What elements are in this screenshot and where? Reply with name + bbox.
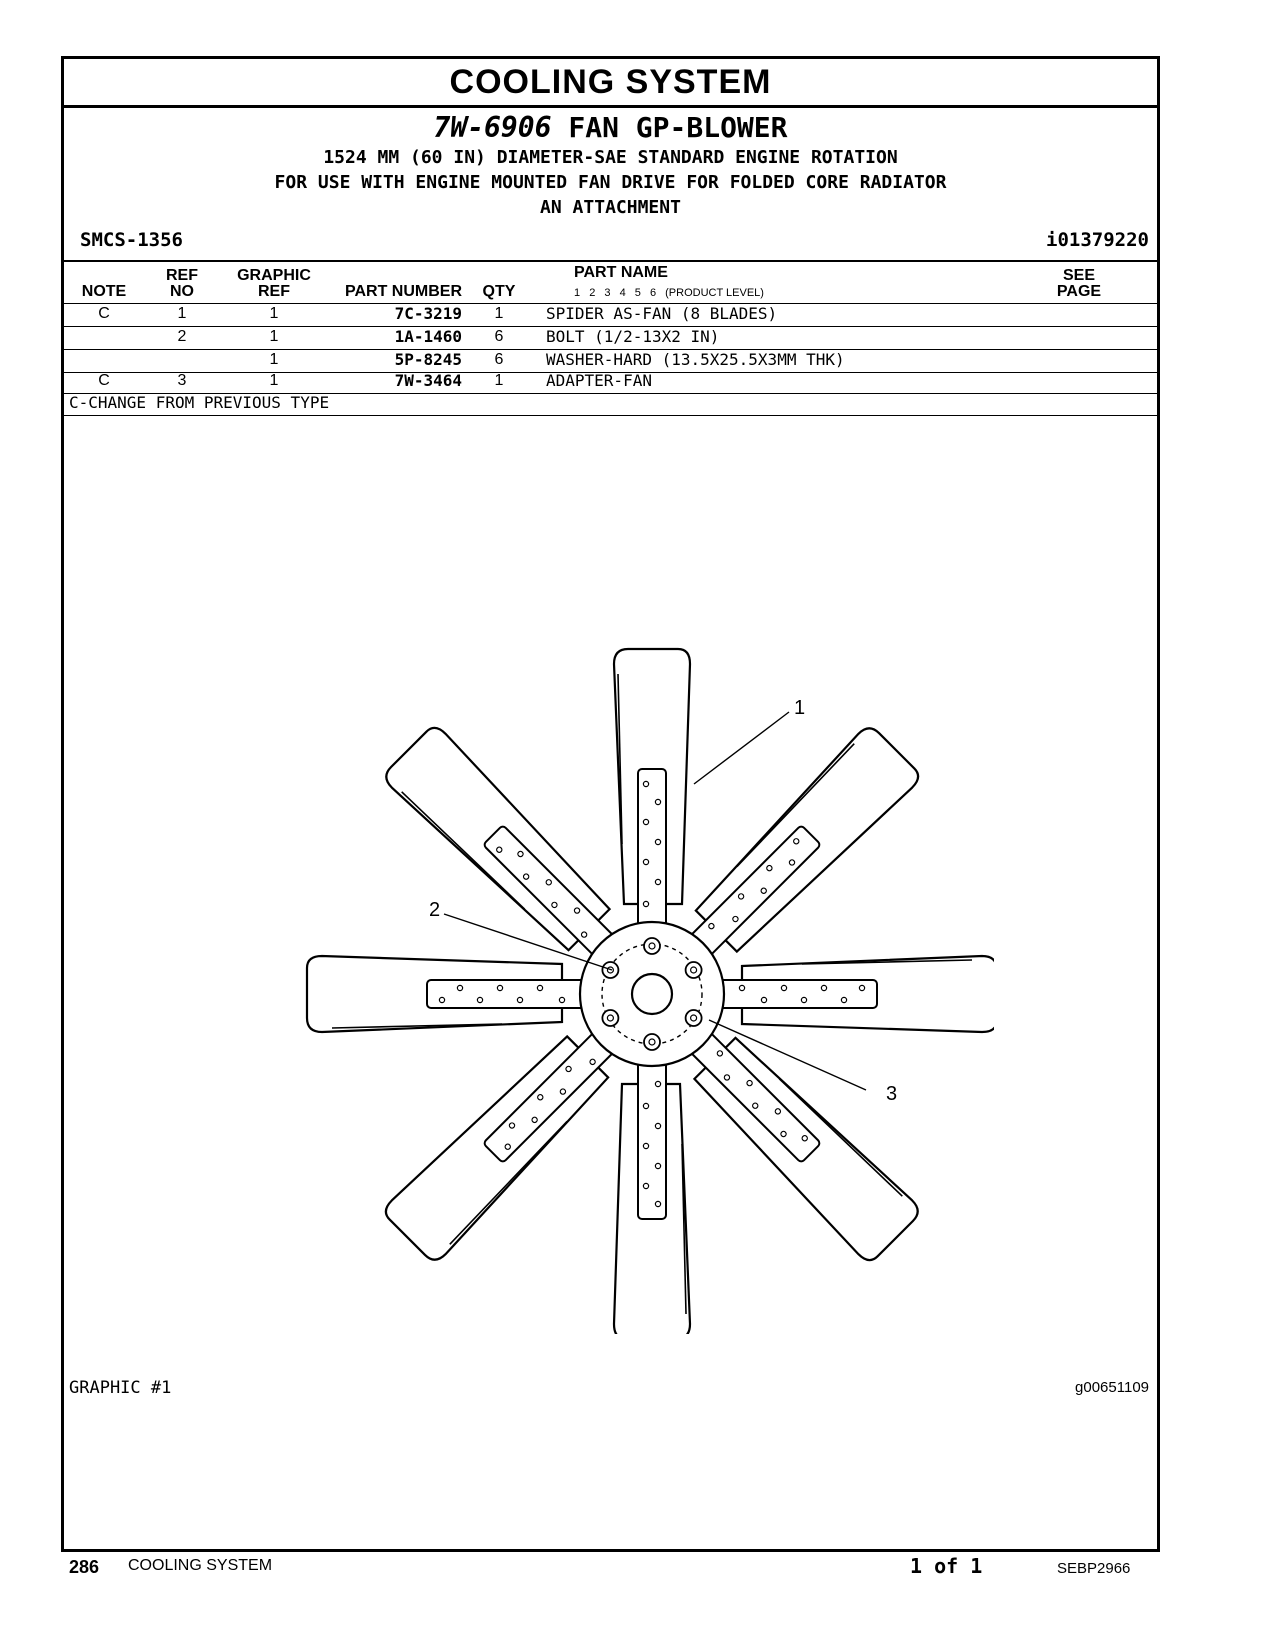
row1-part-number[interactable]: 7C-3219	[394, 304, 462, 323]
col-header-see-1: SEE	[1062, 267, 1095, 284]
col-header-part-name: PART NAME	[574, 264, 668, 281]
document-number: SEBP2966	[1057, 1560, 1131, 1577]
callout-3: 3	[886, 1083, 898, 1105]
note-legend: C-CHANGE FROM PREVIOUS TYPE	[69, 393, 330, 412]
page-number: 286	[69, 1557, 100, 1577]
row4-qty: 1	[494, 372, 504, 389]
row3-qty: 6	[494, 351, 504, 368]
product-level-3: 3	[604, 287, 611, 299]
row2-part-name: BOLT (1/2-13X2 IN)	[546, 327, 720, 346]
product-level-6: 6	[649, 287, 657, 299]
group-header	[64, 111, 1157, 220]
row3-part-number[interactable]: 5P-8245	[394, 350, 462, 369]
row3-graphic-ref: 1	[269, 351, 279, 368]
group-part-number[interactable]: 7W-6906	[433, 111, 552, 144]
col-header-graphic-2: REF	[258, 283, 290, 300]
row1-qty: 1	[494, 305, 504, 322]
row1-note: C	[98, 305, 110, 322]
row4-part-name: ADAPTER-FAN	[546, 371, 652, 390]
product-level-legend	[574, 287, 764, 299]
col-header-ref-1: REF	[166, 267, 198, 284]
product-level-4: 4	[619, 287, 626, 299]
col-header-ref-2: NO	[170, 283, 194, 300]
group-description-2: FOR USE WITH ENGINE MOUNTED FAN DRIVE FOR FOLDED CORE RADIATOR	[274, 172, 947, 193]
callout-1: 1	[794, 697, 806, 719]
group-title	[64, 111, 1157, 145]
graphic-id: g00651109	[1075, 1379, 1149, 1396]
col-header-part-number: PART NUMBER	[344, 283, 462, 300]
row2-qty: 6	[494, 328, 504, 345]
col-header-graphic-1: GRAPHIC	[237, 267, 311, 284]
row1-graphic-ref: 1	[269, 305, 279, 322]
graphic-label: GRAPHIC #1	[69, 1378, 172, 1398]
product-level-2: 2	[589, 287, 596, 299]
row4-graphic-ref: 1	[269, 372, 279, 389]
table-end-rule	[64, 415, 1157, 416]
page-frame	[61, 56, 1160, 1552]
col-header-note: NOTE	[81, 283, 127, 300]
row1-ref: 1	[177, 305, 187, 322]
row4-part-number[interactable]: 7W-3464	[394, 371, 462, 390]
group-description-1: 1524 MM (60 IN) DIAMETER-SAE STANDARD ENGINE ROTATION	[323, 147, 898, 168]
row4-note: C	[98, 372, 110, 389]
info-reference: i01379220	[1046, 229, 1149, 251]
row3-part-name: WASHER-HARD (13.5X25.5X3MM THK)	[546, 350, 845, 369]
col-header-see-2: PAGE	[1056, 283, 1102, 300]
col-header-qty: QTY	[482, 283, 516, 300]
product-level-label: (PRODUCT LEVEL)	[665, 287, 764, 299]
row2-graphic-ref: 1	[269, 328, 279, 345]
row2-ref: 2	[177, 328, 187, 345]
footer-title: COOLING SYSTEM	[128, 1557, 273, 1574]
row2-part-number[interactable]: 1A-1460	[394, 327, 462, 346]
section-title: COOLING SYSTEM	[64, 59, 1157, 108]
product-level-5: 5	[634, 287, 641, 299]
page-of: 1 of 1	[910, 1554, 983, 1578]
row1-part-name: SPIDER AS-FAN (8 BLADES)	[546, 304, 778, 323]
product-level-1: 1	[574, 287, 581, 299]
callout-2: 2	[429, 899, 441, 921]
row4-ref: 3	[177, 372, 187, 389]
group-description-3: AN ATTACHMENT	[540, 197, 681, 218]
smcs-code: SMCS-1356	[80, 229, 183, 251]
header-rule	[64, 260, 1157, 262]
fan-drawing	[234, 574, 994, 1334]
group-name: FAN GP-BLOWER	[568, 111, 788, 144]
